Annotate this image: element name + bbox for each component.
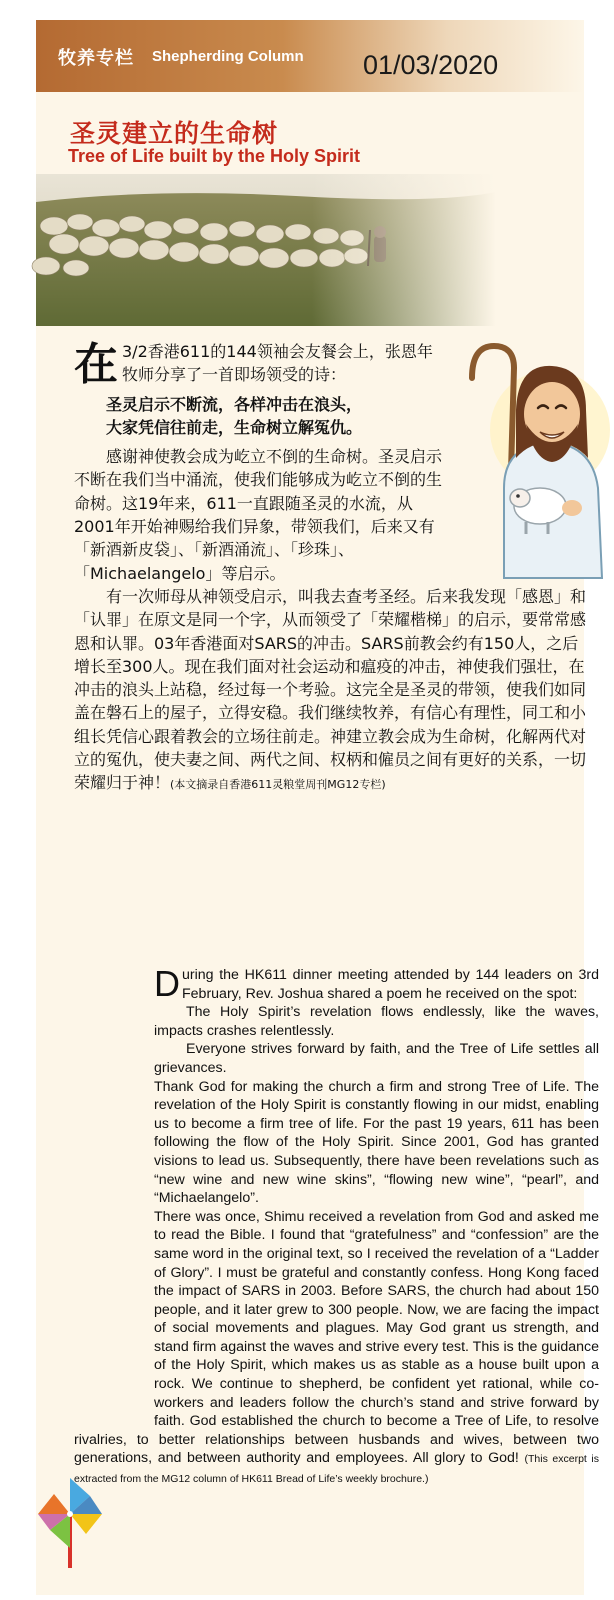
column-label-zh: 牧养专栏 (58, 48, 134, 68)
paragraph-2-zh: 有一次师母从神领受启示，叫我去查考圣经。后来我发现「感恩」和「认罪」在原文是同一个字，从而领受了「荣耀楷梯」的启示，要常常感恩和认罪。03年香港面对SARS的冲击。SARS前教会约有150人，之后增长至300人。现在我们面对社会运动和瘟疫的冲击，神使我们强壮，在冲击的浪头上站稳，经过每一个考验。这完全是圣灵的带领，使我们如同盖在磐石上的屋子，立得安稳。我们继续牧养，有信心有理性，同工和小组长凭信心跟着教会的立场往前走。神建立教会成为生命树，化解两代对立的冤仇，使夫妻之间、两代之间、权柄和僱员之间有更好的关系，一切荣耀归于神！ (74, 586, 587, 793)
source-note-zh: (本文摘录自香港611灵粮堂周刊MG12专栏) (170, 778, 386, 792)
intro-en: uring the HK611 dinner meeting attended by 144 leaders on 3rd February, Rev. Joshua shared a poem he received on the spot: (182, 967, 599, 1002)
poem-line-2-zh: 大家凭信往前走，生命树立解冤仇。 (106, 417, 363, 437)
pinwheel-icon (36, 1470, 106, 1570)
issue-date: 01/03/2020 (363, 50, 499, 80)
poem-line-1-zh: 圣灵启示不断流，各样冲击在浪头， (106, 394, 363, 414)
column-page (36, 20, 600, 1595)
poem-line-2-en: Everyone strives forward by faith, and the Tree of Life settles all grievances. (154, 1041, 599, 1076)
paragraph-1-zh: 感谢神使教会成为屹立不倒的生命树。圣灵启示不断在我们当中涌流，使我们能够成为屹立不倒的生命树。这19年来，611一直跟随圣灵的水流，从2001年开始神赐给我们异象，带领我们，后来又有「新酒新皮袋」、「新酒涌流」、「珍珠」、「Michaelangelo」等启示。 (74, 447, 443, 583)
english-article (74, 963, 600, 1489)
article-title-zh: 圣灵建立的生命树 (70, 120, 279, 148)
intro-zh: 3/2香港611的144领袖会友餐会上，张恩年牧师分享了一首即场领受的诗： (122, 342, 433, 385)
article-title-en: Tree of Life built by the Holy Spirit (68, 146, 361, 166)
drop-cap-zh: 在 (74, 339, 118, 390)
header-band (36, 20, 584, 92)
source-note-en: (This excerpt is extracted from the MG12 column of HK611 Bread of Life’s weekly brochure.) (74, 1453, 600, 1486)
sheep-flock-photo (36, 174, 496, 326)
jesus-shepherd-illustration (464, 338, 614, 588)
drop-cap-en: D (154, 963, 180, 1004)
paragraph-2-en: There was once, Shimu received a revelation from God and asked me to read the Bible. I found that “gratefulness” and “confession” are the same word in the original text, so I received the revelation of a “Ladder of Glory”. I must be grateful and constantly confess. Hong Kong faced the impact of SARS in 2003. Before SARS, the church had about 150 people, and it later grew to 300 people. Now, we are facing the impact of social movements and plagues. May God grant us strength, and stand firm against the waves and strive every test. This is the guidance of the Holy Spirit, which makes us as stable as a house built upon a rock. We continue to shepherd, be confident yet rational, while co-workers and leaders follow the church’s stand and strive forward by faith. God established the church to become a Tree of Life, to resolve rivalries, to better relationships between husbands and wives, between two generations, and between authority and employees. All glory to God! (74, 1208, 599, 1467)
paragraph-1-en: Thank God for making the church a firm and strong Tree of Life. The revelation of the Holy Spirit is constantly flowing in our midst, enabling us to become a firm tree of life. For the past 19 years, 611 has been following the flow of the Holy Spirit. Since 2001, God has granted visions to lead us. Subsequently, there have been revelations such as “new wine and new wine skins”, “flowing new wine”, “pearl”, and “Michaelangelo”. (154, 1078, 599, 1207)
column-label-en: Shepherding Column (152, 48, 304, 65)
poem-line-1-en: The Holy Spirit’s revelation flows endlessly, like the waves, impacts crashes relentlessly. (154, 1004, 599, 1039)
